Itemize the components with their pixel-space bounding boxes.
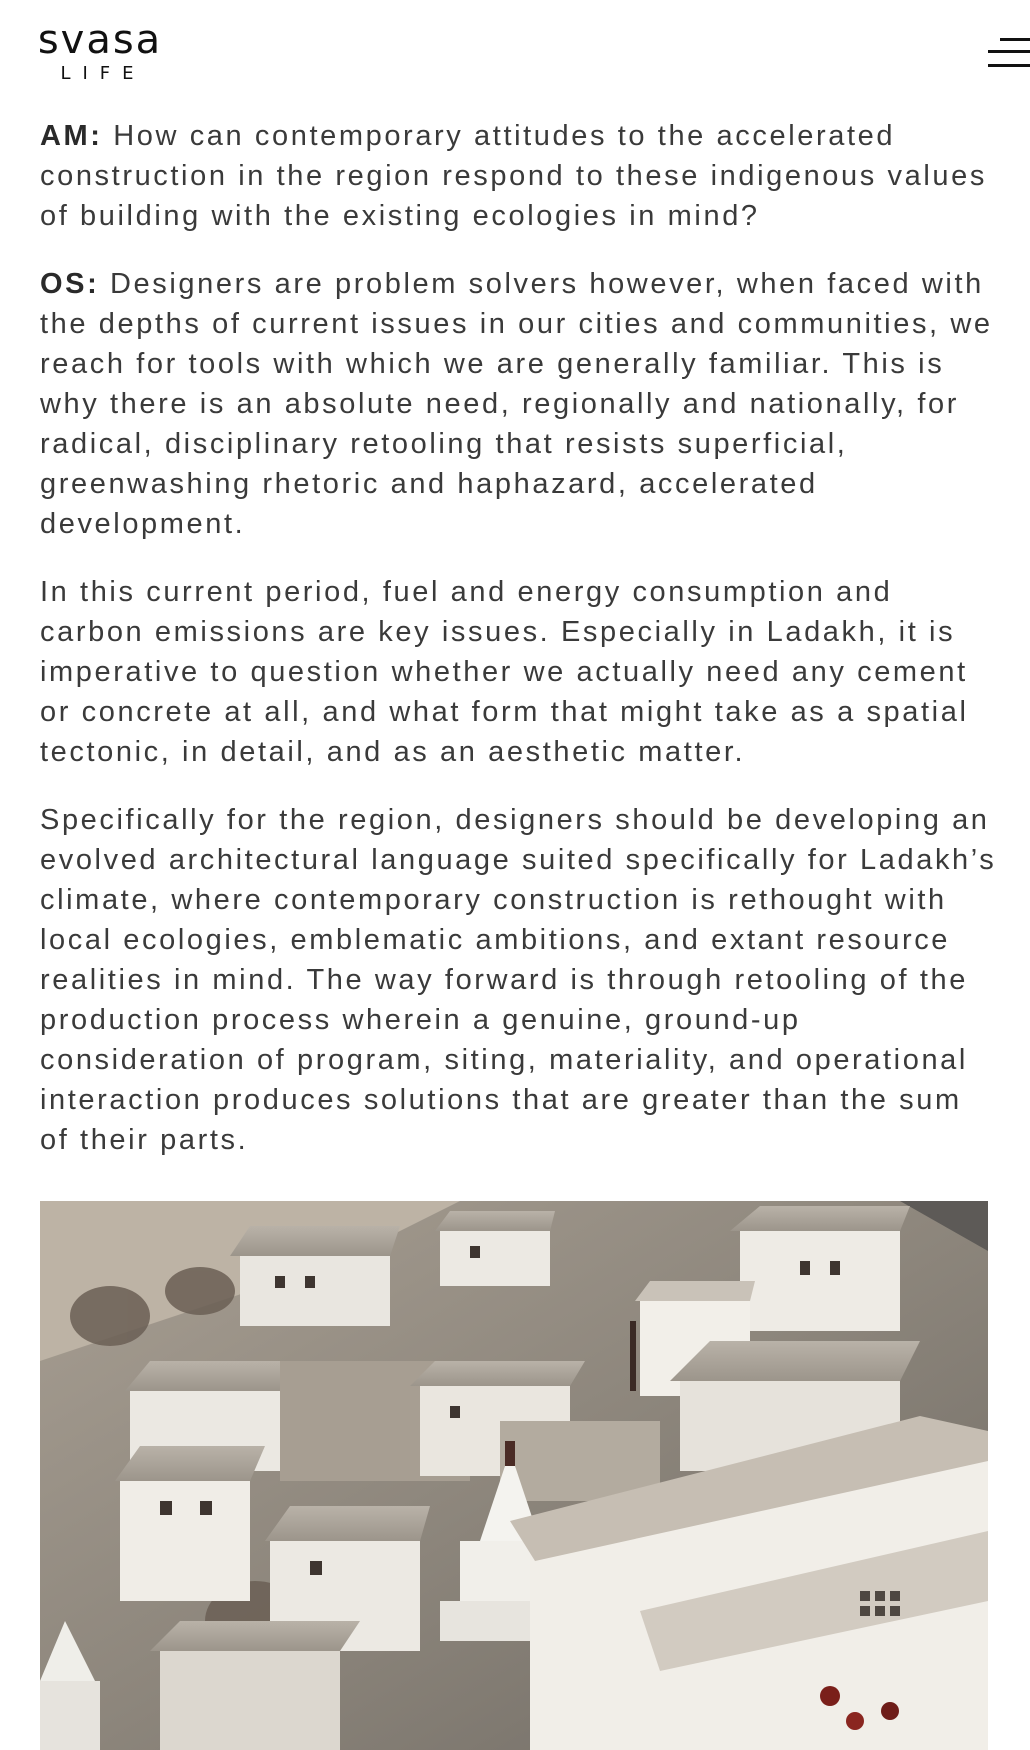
speaker-label: AM: <box>40 120 103 152</box>
hamburger-menu-icon[interactable] <box>988 36 1030 70</box>
speaker-label: OS: <box>40 268 100 300</box>
article-paragraph: Specifically for the region, designers should be developing an evolved architectural language suited specifically for Ladakh’s climate, where contemporary construction is rethought with local ecologies, emblematic ambitions, and extant resource realities in mind. The way forward is through retooling of the production process wherein a genuine, ground-up consideration of program, siting, materiality, and operational interaction produces solutions that are greater than the sum of their parts. <box>40 804 997 1156</box>
interview-question <box>40 116 1000 236</box>
question-text: How can contemporary attitudes to the accelerated construction in the region respond to these indigenous values of building with the existing ecologies in mind? <box>40 120 987 232</box>
menu-bar-middle <box>988 50 1030 53</box>
article-paragraph: In this current period, fuel and energy consumption and carbon emissions are key issues. Especially in Ladakh, it is imperative to question whether we actually need any cement or concrete at all, and what form that might take as a spatial tectonic, in detail, and as an aesthetic matter. <box>40 576 969 768</box>
menu-bar-bottom <box>988 64 1030 67</box>
logo-subtitle: LIFE <box>60 63 146 84</box>
site-header <box>0 0 1030 100</box>
article-body <box>40 116 1000 1188</box>
ladakh-village-photo <box>40 1201 988 1750</box>
answer-text: Designers are problem solvers however, when faced with the depths of current issues in our cities and communities, we reach for tools with which we are generally familiar. This is why there is an absolute need, regionally and nationally, for radical, disciplinary retooling that resists superficial, greenwashing rhetoric and haphazard, accelerated development. <box>40 268 993 540</box>
interview-answer <box>40 264 1000 544</box>
logo-wordmark: svasa <box>37 17 163 63</box>
menu-bar-top <box>1000 38 1030 41</box>
village-rooftops-illustration <box>40 1201 988 1750</box>
site-logo[interactable] <box>30 18 170 84</box>
